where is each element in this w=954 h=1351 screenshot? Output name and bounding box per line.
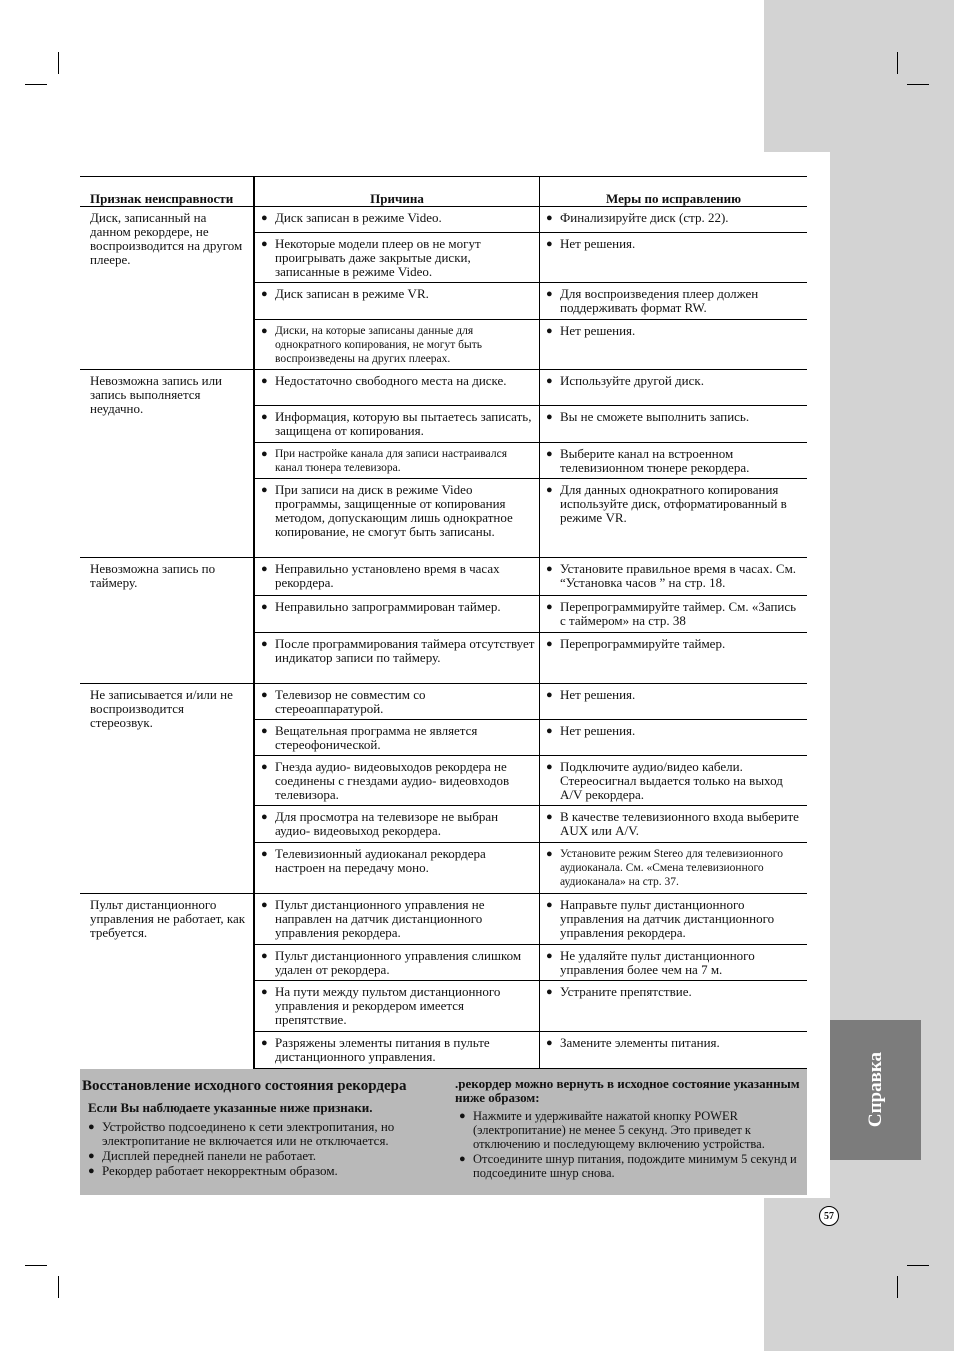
remedy-text: Выберите канал на встроенном телевизионном тюнере рекордера. xyxy=(560,446,750,475)
crop-mark xyxy=(58,1276,59,1298)
cause-text: Диск записан в режиме Video. xyxy=(275,210,442,225)
bullet-icon: ● xyxy=(546,484,553,496)
bullet-icon: ● xyxy=(261,375,268,387)
bullet-icon: ● xyxy=(459,1153,466,1165)
symptom-cell: Невозможна запись по таймеру. xyxy=(80,558,254,684)
cause-text: Гнезда аудио- видеовыходов рекордера не соединены с гнездами аудио- видеовходов телевизора. xyxy=(275,759,510,802)
bullet-icon: ● xyxy=(261,212,268,224)
table-row xyxy=(80,558,807,596)
table-row xyxy=(80,684,807,720)
bullet-icon: ● xyxy=(546,986,553,998)
bullet-icon: ● xyxy=(546,212,553,224)
list-item-text: Устройство подсоединено к сети электропитания, но электропитание не включается или не отключается. xyxy=(102,1119,395,1148)
remedy-text: Устраните препятствие. xyxy=(560,984,692,999)
remedy-text: Нет решения. xyxy=(560,723,636,738)
bullet-icon: ● xyxy=(546,238,553,250)
remedy-text: Перепрограммируйте таймер. См. «Запись с таймером» на стр. 38 xyxy=(560,599,797,628)
remedy-text: Нет решения. xyxy=(560,687,636,702)
cause-text: Диск записан в режиме VR. xyxy=(275,286,429,301)
remedy-text: Подключите аудио/видео кабели. Стереосигнал выдается только на выход A/V рекордера. xyxy=(560,759,783,802)
cause-text: Диски, на которые записаны данные для однократного копирования, не могут быть воспроизведены на других плеерах. xyxy=(275,325,482,365)
remedy-text: Перепрограммируйте таймер. xyxy=(560,636,726,651)
page-number: 57 xyxy=(819,1206,839,1226)
remedy-text: Направьте пульт дистанционного управления на датчик дистанционного управления рекордера. xyxy=(560,897,775,940)
remedy-text: Для воспроизведения плеер должен поддерживать формат RW. xyxy=(560,286,759,315)
table-header-row xyxy=(80,177,807,207)
bullet-icon: ● xyxy=(261,848,268,860)
bullet-icon: ● xyxy=(261,601,268,613)
reset-section xyxy=(80,1069,807,1195)
header-symptom: Признак неисправности xyxy=(80,177,254,207)
header-remedy: Меры по исправлению xyxy=(540,177,808,207)
cause-text: Телевизионный аудиоканал рекордера настроен на передачу моно. xyxy=(275,846,486,875)
symptom-cell: Не записывается и/или не воспроизводится стереозвук. xyxy=(80,684,254,894)
list-item-text: Отсоедините шнур питания, подождите минимум 5 секунд и подсоедините шнур снова. xyxy=(473,1152,797,1180)
bullet-icon: ● xyxy=(546,288,553,300)
bullet-icon: ● xyxy=(261,950,268,962)
cause-text: Некоторые модели плеер ов не могут проигрывать даже закрытые диски, записанные в режиме Video. xyxy=(275,236,481,279)
symptom-cell: Невозможна запись или запись выполняется неудачно. xyxy=(80,370,254,558)
bullet-icon: ● xyxy=(546,563,553,575)
bullet-icon: ● xyxy=(88,1121,95,1133)
bullet-icon: ● xyxy=(261,1037,268,1049)
cause-text: При записи на диск в режиме Video программы, защищенные от копирования методом, допускающим лишь однократное копирование, не смогут быть записаны. xyxy=(275,482,513,539)
cause-text: Вещательная программа не является стереофонической. xyxy=(275,723,478,752)
bullet-icon: ● xyxy=(261,725,268,737)
cause-text: Информация, которую вы пытаетесь записать, защищена от копирования. xyxy=(275,409,532,438)
bullet-icon: ● xyxy=(546,601,553,613)
reset-symptom-list xyxy=(88,1120,442,1178)
cause-text: Неправильно запрограммирован таймер. xyxy=(275,599,501,614)
remedy-text: Для данных однократного копирования используйте диск, отформатированный в режиме VR. xyxy=(560,482,787,525)
bullet-icon: ● xyxy=(546,725,553,737)
crop-mark xyxy=(58,52,59,74)
bullet-icon: ● xyxy=(261,448,268,460)
remedy-text: Финализируйте диск (стр. 22). xyxy=(560,210,729,225)
remedy-text: Не удаляйте пульт дистанционного управления более чем на 7 м. xyxy=(560,948,755,977)
bullet-icon: ● xyxy=(261,899,268,911)
header-cause: Причина xyxy=(254,177,540,207)
remedy-text: Замените элементы питания. xyxy=(560,1035,720,1050)
bullet-icon: ● xyxy=(261,689,268,701)
bullet-icon: ● xyxy=(546,638,553,650)
cause-text: После программирования таймера отсутствует индикатор записи по таймеру. xyxy=(275,636,535,665)
bullet-icon: ● xyxy=(546,1037,553,1049)
crop-mark xyxy=(25,1265,47,1266)
cause-text: Для просмотра на телевизоре не выбран аудио- видеовыход рекордера. xyxy=(275,809,499,838)
remedy-text: В качестве телевизионного входа выберите AUX или A/V. xyxy=(560,809,799,838)
bullet-icon: ● xyxy=(546,899,553,911)
bullet-icon: ● xyxy=(546,848,553,860)
list-item-text: Рекордер работает некорректным образом. xyxy=(102,1163,338,1178)
bullet-icon: ● xyxy=(546,761,553,773)
section-tab-label: Справка xyxy=(864,1052,886,1128)
cause-text: Пульт дистанционного управления не направлен на датчик дистанционного управления рекордера. xyxy=(275,897,485,940)
bullet-icon: ● xyxy=(546,950,553,962)
list-item xyxy=(88,1149,442,1163)
bullet-icon: ● xyxy=(546,325,553,337)
cause-text: Разряжены элементы питания в пульте дистанционного управления. xyxy=(275,1035,490,1064)
cause-text: Недостаточно свободного места на диске. xyxy=(275,373,507,388)
bullet-icon: ● xyxy=(546,375,553,387)
bullet-icon: ● xyxy=(546,448,553,460)
reset-method-heading: .рекордер можно вернуть в исходное состояние указанным ниже образом: xyxy=(455,1076,800,1105)
crop-mark xyxy=(907,1265,929,1266)
bullet-icon: ● xyxy=(261,411,268,423)
reset-right-column xyxy=(455,1077,805,1181)
remedy-text: Установите режим Stereo для телевизионного аудиоканала. См. «Смена телевизионного аудиоканала» на стр. 37. xyxy=(560,848,783,888)
symptom-cell: Диск, записанный на данном рекордере, не воспроизводится на другом плеере. xyxy=(80,207,254,370)
list-item xyxy=(88,1164,442,1178)
reset-step-list xyxy=(459,1109,805,1180)
bullet-icon: ● xyxy=(261,288,268,300)
bullet-icon: ● xyxy=(261,811,268,823)
reset-subtitle: Если Вы наблюдаете указанные ниже признаки. xyxy=(88,1100,373,1115)
gray-margin-top xyxy=(764,0,954,152)
section-side-tab xyxy=(830,1020,921,1160)
bullet-icon: ● xyxy=(88,1150,95,1162)
bullet-icon: ● xyxy=(546,689,553,701)
cause-text: При настройке канала для записи настраивался канал тюнера телевизора. xyxy=(275,448,507,474)
gray-margin-bottom xyxy=(764,1198,954,1351)
bullet-icon: ● xyxy=(546,811,553,823)
list-item-text: Нажмите и удерживайте нажатой кнопку POWER (электропитание) не менее 5 секунд. Это приведет к отключению и последующему включению устройства. xyxy=(473,1109,765,1151)
bullet-icon: ● xyxy=(261,325,268,337)
symptom-cell: Пульт дистанционного управления не работает, как требуется. xyxy=(80,894,254,1069)
remedy-text: Нет решения. xyxy=(560,323,636,338)
crop-mark xyxy=(907,84,929,85)
bullet-icon: ● xyxy=(261,563,268,575)
reset-title: Восстановление исходного состояния рекордера xyxy=(82,1078,407,1094)
cause-text: Неправильно установлено время в часах рекордера. xyxy=(275,561,500,590)
bullet-icon: ● xyxy=(261,761,268,773)
remedy-text: Вы не сможете выполнить запись. xyxy=(560,409,750,424)
list-item xyxy=(88,1120,442,1148)
list-item-text: Дисплей передней панели не работает. xyxy=(102,1148,317,1163)
list-item xyxy=(459,1109,805,1151)
remedy-text: Используйте другой диск. xyxy=(560,373,704,388)
table-row xyxy=(80,370,807,406)
reset-left-column xyxy=(82,1079,442,1179)
table-row xyxy=(80,894,807,945)
bullet-icon: ● xyxy=(261,986,268,998)
bullet-icon: ● xyxy=(88,1165,95,1177)
crop-mark xyxy=(897,1276,898,1298)
cause-text: Пульт дистанционного управления слишком удален от рекордера. xyxy=(275,948,522,977)
crop-mark xyxy=(25,84,47,85)
remedy-text: Нет решения. xyxy=(560,236,636,251)
crop-mark xyxy=(897,52,898,74)
bullet-icon: ● xyxy=(261,238,268,250)
list-item xyxy=(459,1152,805,1180)
remedy-text: Установите правильное время в часах. См. “Установка часов ” на стр. 18. xyxy=(560,561,797,590)
bullet-icon: ● xyxy=(459,1110,466,1122)
troubleshooting-table xyxy=(80,176,807,1069)
bullet-icon: ● xyxy=(261,484,268,496)
table-row xyxy=(80,207,807,233)
cause-text: Телевизор не совместим со стереоаппаратурой. xyxy=(275,687,426,716)
bullet-icon: ● xyxy=(546,411,553,423)
bullet-icon: ● xyxy=(261,638,268,650)
cause-text: На пути между пультом дистанционного управления и рекордером имеется препятствие. xyxy=(275,984,501,1027)
